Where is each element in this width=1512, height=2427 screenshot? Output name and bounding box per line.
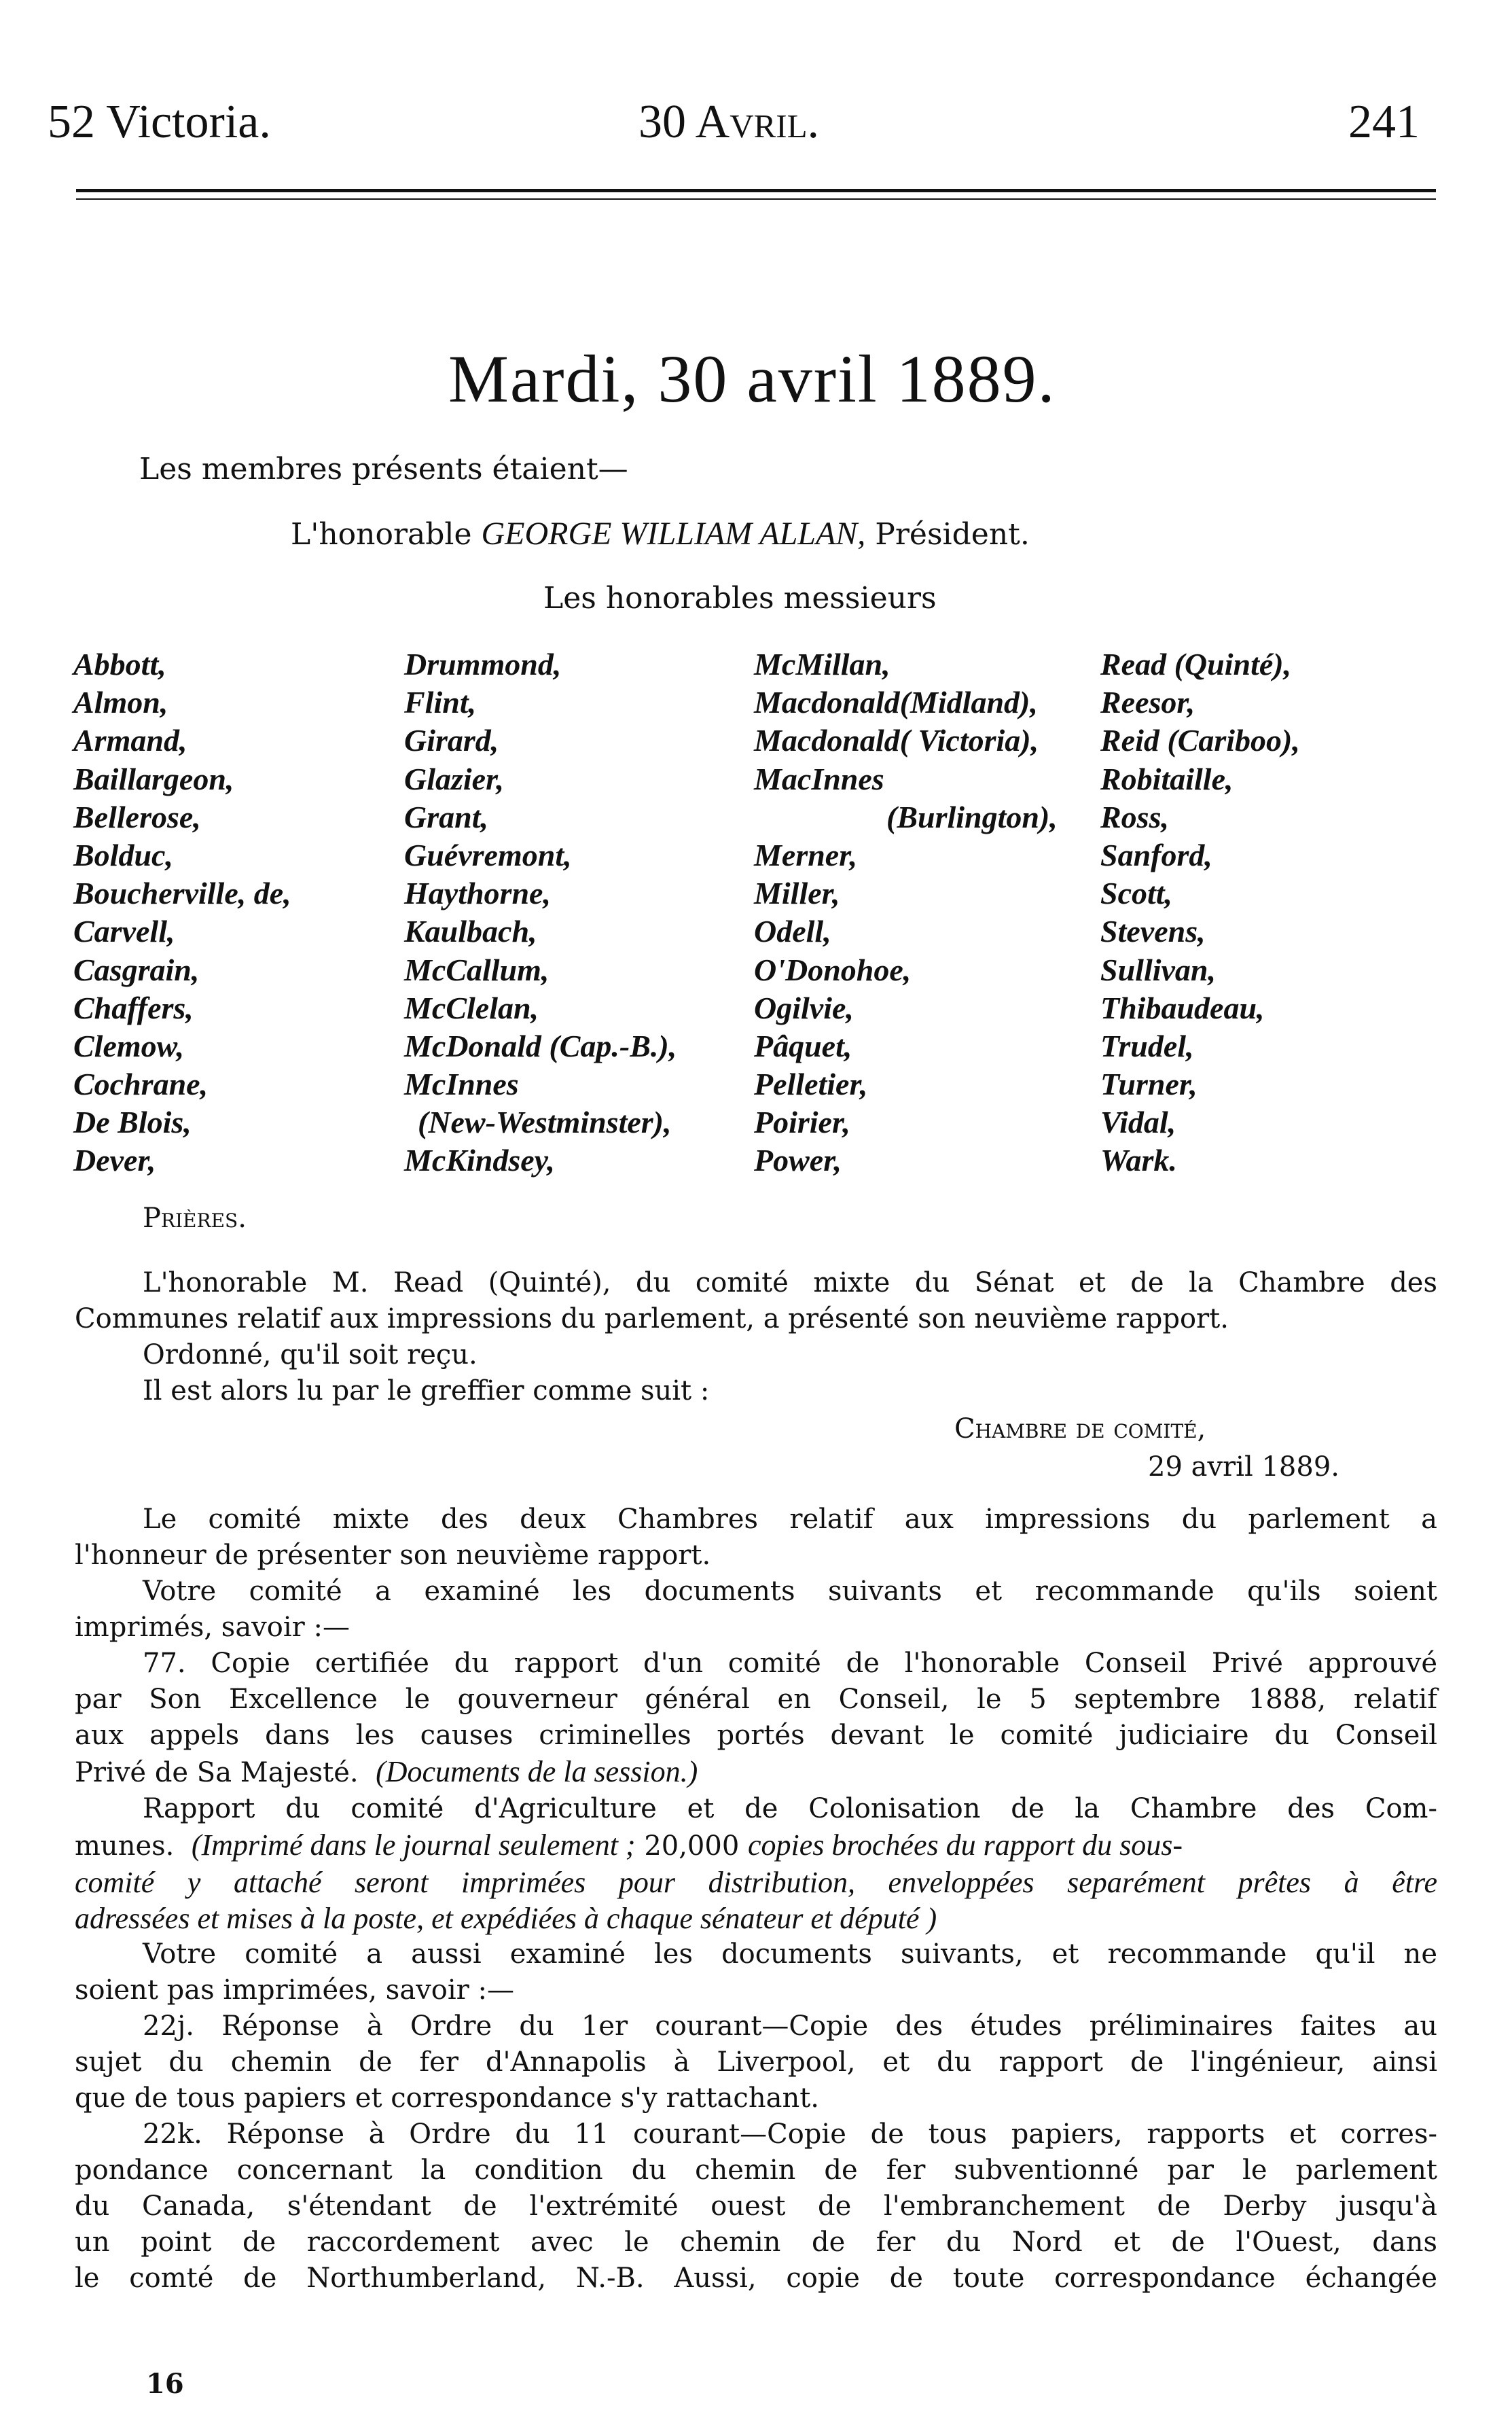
text-line: Votre comité a aussi examiné les documents suivants, et recommande qu'il ne [143,1938,1437,1970]
senator-name: Scott, [1100,876,1173,911]
copy-count: 20,000 [644,1830,740,1862]
senator-name: Reid (Cariboo), [1100,723,1300,758]
senator-name: Pelletier, [754,1067,868,1102]
text-line: sujet du chemin de fer d'Annapolis à Liverpool, et du rapport de l'ingénieur, ainsi [75,2047,1437,2078]
senator-name: Power, [754,1143,842,1178]
text-line: l'honneur de présenter son neuvième rapport. [75,1540,711,1571]
senator-name: Odell, [754,914,831,949]
header-date: 30 Avril. [638,96,820,148]
text-line: Le comité mixte des deux Chambres relatif aux impressions du parlement a [143,1504,1437,1535]
text-line: le comté de Northumberland, N.-B. Aussi, copie de toute correspondance échangée [75,2263,1437,2294]
senator-name: Flint, [404,685,477,720]
chambre-heading: Chambre de comité, [954,1413,1206,1445]
header-volume: 52 Victoria. [48,96,271,148]
senator-name: Clemow, [73,1028,185,1063]
header-rule-thin [76,198,1436,200]
senator-name: Robitaille, [1100,761,1234,796]
senator-name: Drummond, [404,647,562,681]
senator-name: Trudel, [1100,1028,1194,1063]
text-line: Votre comité a examiné les documents suivants et recommande qu'ils soient [143,1576,1437,1607]
senator-name: Macdonald(Midland), [754,685,1038,720]
senator-name: Bolduc, [73,837,173,872]
senator-name: McMillan, [754,647,890,681]
senator-name: Vidal, [1100,1105,1176,1140]
header-rule-thick [76,189,1436,192]
text-line: 77. Copie certifiée du rapport d'un comité de l'honorable Conseil Privé approuvé [143,1648,1437,1679]
prieres-heading: Prières. [143,1203,247,1234]
senator-name: Guévremont, [404,837,572,872]
senator-name: Casgrain, [73,952,200,987]
senator-name: Wark. [1100,1143,1177,1178]
text-line: par Son Excellence le gouverneur général en Conseil, le 5 septembre 1888, relatif [75,1684,1437,1715]
senator-name: Girard, [404,723,499,758]
senator-name: (Burlington), [886,799,1058,834]
president-line [291,515,1030,552]
senator-name: Ross, [1100,799,1169,834]
senator-name: McKindsey, [404,1143,555,1178]
text-line [75,1754,1437,1791]
text-line: un point de raccordement avec le chemin de fer du Nord et de l'Ouest, dans [75,2227,1437,2258]
text-segment: (Imprimé dans le journal seulement ; [191,1828,636,1862]
text-line: Communes relatif aux impressions du parlement, a présenté son neuvième rapport. [75,1303,1229,1334]
text-line: Rapport du comité d'Agriculture et de Colonisation de la Chambre des Com- [143,1793,1437,1824]
senator-name: McClelan, [404,990,539,1025]
senator-name: Read (Quinté), [1100,647,1292,681]
senator-name: Merner, [754,837,858,872]
honorables-heading: Les honorables messieurs [543,581,937,616]
senator-name: Miller, [754,876,840,911]
signature-mark: 16 [146,2368,184,2400]
president-title: Président. [875,517,1030,552]
senator-name: McDonald (Cap.-B.), [404,1028,677,1063]
senator-name: MacInnes [754,761,884,796]
president-prefix: L'honorable [291,517,472,552]
intro-line: Les membres présents étaient— [139,452,628,486]
text-line: 22j. Réponse à Ordre du 1er courant—Copie des études préliminaires faites au [143,2010,1437,2042]
names-column-3 [754,645,1058,1180]
text-line: que de tous papiers et correspondance s'y rattachant. [75,2083,819,2114]
senator-name: Macdonald( Victoria), [754,723,1039,758]
senator-name: Grant, [404,799,488,834]
documents-note: (Documents de la session.) [376,1755,698,1788]
text-line: adressées et mises à la poste, et expédiées à chaque sénateur et député ) [75,1902,937,1935]
senator-name: Ogilvie, [754,990,854,1025]
text-line: L'honorable M. Read (Quinté), du comité mixte du Sénat et de la Chambre des [143,1267,1437,1298]
senator-name: Baillargeon, [73,761,234,796]
page-title: Mardi, 30 avril 1889. [448,341,1056,417]
senator-name: McInnes [404,1067,519,1102]
report-date: 29 avril 1889. [1148,1451,1339,1483]
president-name: GEORGE WILLIAM ALLAN, [481,516,866,552]
senator-name: Boucherville, de, [73,876,291,911]
text-segment: munes. [75,1830,175,1862]
senator-name: Poirier, [754,1105,850,1140]
text-line: soient pas imprimées, savoir :— [75,1974,514,2006]
names-column-1 [73,645,291,1180]
text-line: du Canada, s'étendant de l'extrémité ouest de l'embranchement de Derby jusqu'à [75,2191,1437,2222]
senator-name: Kaulbach, [404,914,537,949]
text-line [75,1827,1437,1864]
senator-name: Turner, [1100,1067,1198,1102]
text-line: aux appels dans les causes criminelles portés devant le comité judiciaire du Conseil [75,1720,1437,1751]
paragraph-report [75,1265,1437,1409]
senator-name: Stevens, [1100,914,1206,949]
senator-name: Thibaudeau, [1100,990,1265,1025]
report-body [75,1502,1437,2297]
senator-name: Cochrane, [73,1067,209,1102]
senator-name: Abbott, [73,647,166,681]
senator-name: McCallum, [404,952,550,987]
senator-name: Chaffers, [73,990,194,1025]
senator-name: O'Donohoe, [754,952,912,987]
text-line: 22k. Réponse à Ordre du 11 courant—Copie de tous papiers, rapports et corres- [143,2119,1437,2150]
names-column-4 [1100,645,1300,1180]
senator-name: Dever, [73,1143,156,1178]
text-segment: Privé de Sa Majesté. [75,1757,359,1788]
text-line: imprimés, savoir :— [75,1612,350,1643]
senator-name: Bellerose, [73,799,201,834]
text-line: pondance concernant la condition du chemin de fer subventionné par le parlement [75,2155,1437,2186]
senator-name: Carvell, [73,914,175,949]
senator-name: Reesor, [1100,685,1195,720]
senator-name: Glazier, [404,761,504,796]
names-column-2 [404,645,677,1180]
senator-name: Haythorne, [404,876,551,911]
text-line: comité y attaché seront imprimées pour distribution, enveloppées separément prêtes à être [75,1866,1437,1899]
senator-name: (New-Westminster), [418,1105,672,1140]
senator-name: Almon, [73,685,168,720]
text-line: Ordonné, qu'il soit reçu. [143,1339,478,1370]
senator-name: Sanford, [1100,837,1212,872]
text-line: Il est alors lu par le greffier comme suit : [143,1375,710,1406]
header-page-number: 241 [1348,96,1420,148]
senator-name: Pâquet, [754,1028,852,1063]
senator-name: Sullivan, [1100,952,1217,987]
senator-name: Armand, [73,723,187,758]
text-segment: copies brochées du rapport du sous- [748,1828,1183,1862]
senator-name: De Blois, [73,1105,192,1140]
